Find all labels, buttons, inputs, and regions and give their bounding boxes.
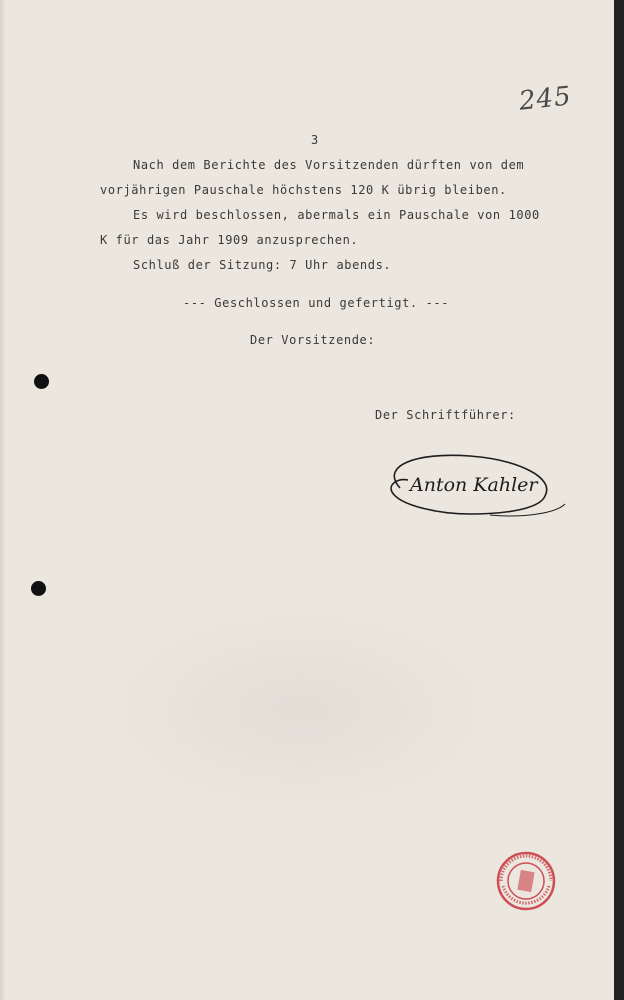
handwritten-signature bbox=[370, 448, 570, 522]
body-line-5: Schluß der Sitzung: 7 Uhr abends. bbox=[133, 258, 392, 272]
scan-border bbox=[614, 0, 624, 1000]
handwritten-page-number: 245 bbox=[517, 81, 574, 117]
archive-stamp bbox=[495, 850, 557, 912]
page-edge bbox=[0, 0, 6, 1000]
punch-hole-top bbox=[34, 374, 49, 389]
body-line-3: Es wird beschlossen, abermals ein Pauschale von 1000 bbox=[133, 208, 540, 222]
show-through-watermark bbox=[90, 600, 510, 820]
punch-hole-bottom bbox=[31, 581, 46, 596]
secretary-signature-label: Der Schriftführer: bbox=[375, 408, 516, 422]
body-line-4: K für das Jahr 1909 anzusprechen. bbox=[100, 233, 359, 247]
sheet-number: 3 bbox=[311, 133, 319, 147]
signature-text: Anton Kahler bbox=[410, 474, 538, 496]
body-line-1: Nach dem Berichte des Vorsitzenden dürften von dem bbox=[133, 158, 525, 172]
chair-signature-label: Der Vorsitzende: bbox=[250, 333, 376, 347]
body-line-2: vorjährigen Pauschale höchstens 120 K übrig bleiben. bbox=[100, 183, 507, 197]
closing-line: --- Geschlossen und gefertigt. --- bbox=[183, 296, 450, 310]
